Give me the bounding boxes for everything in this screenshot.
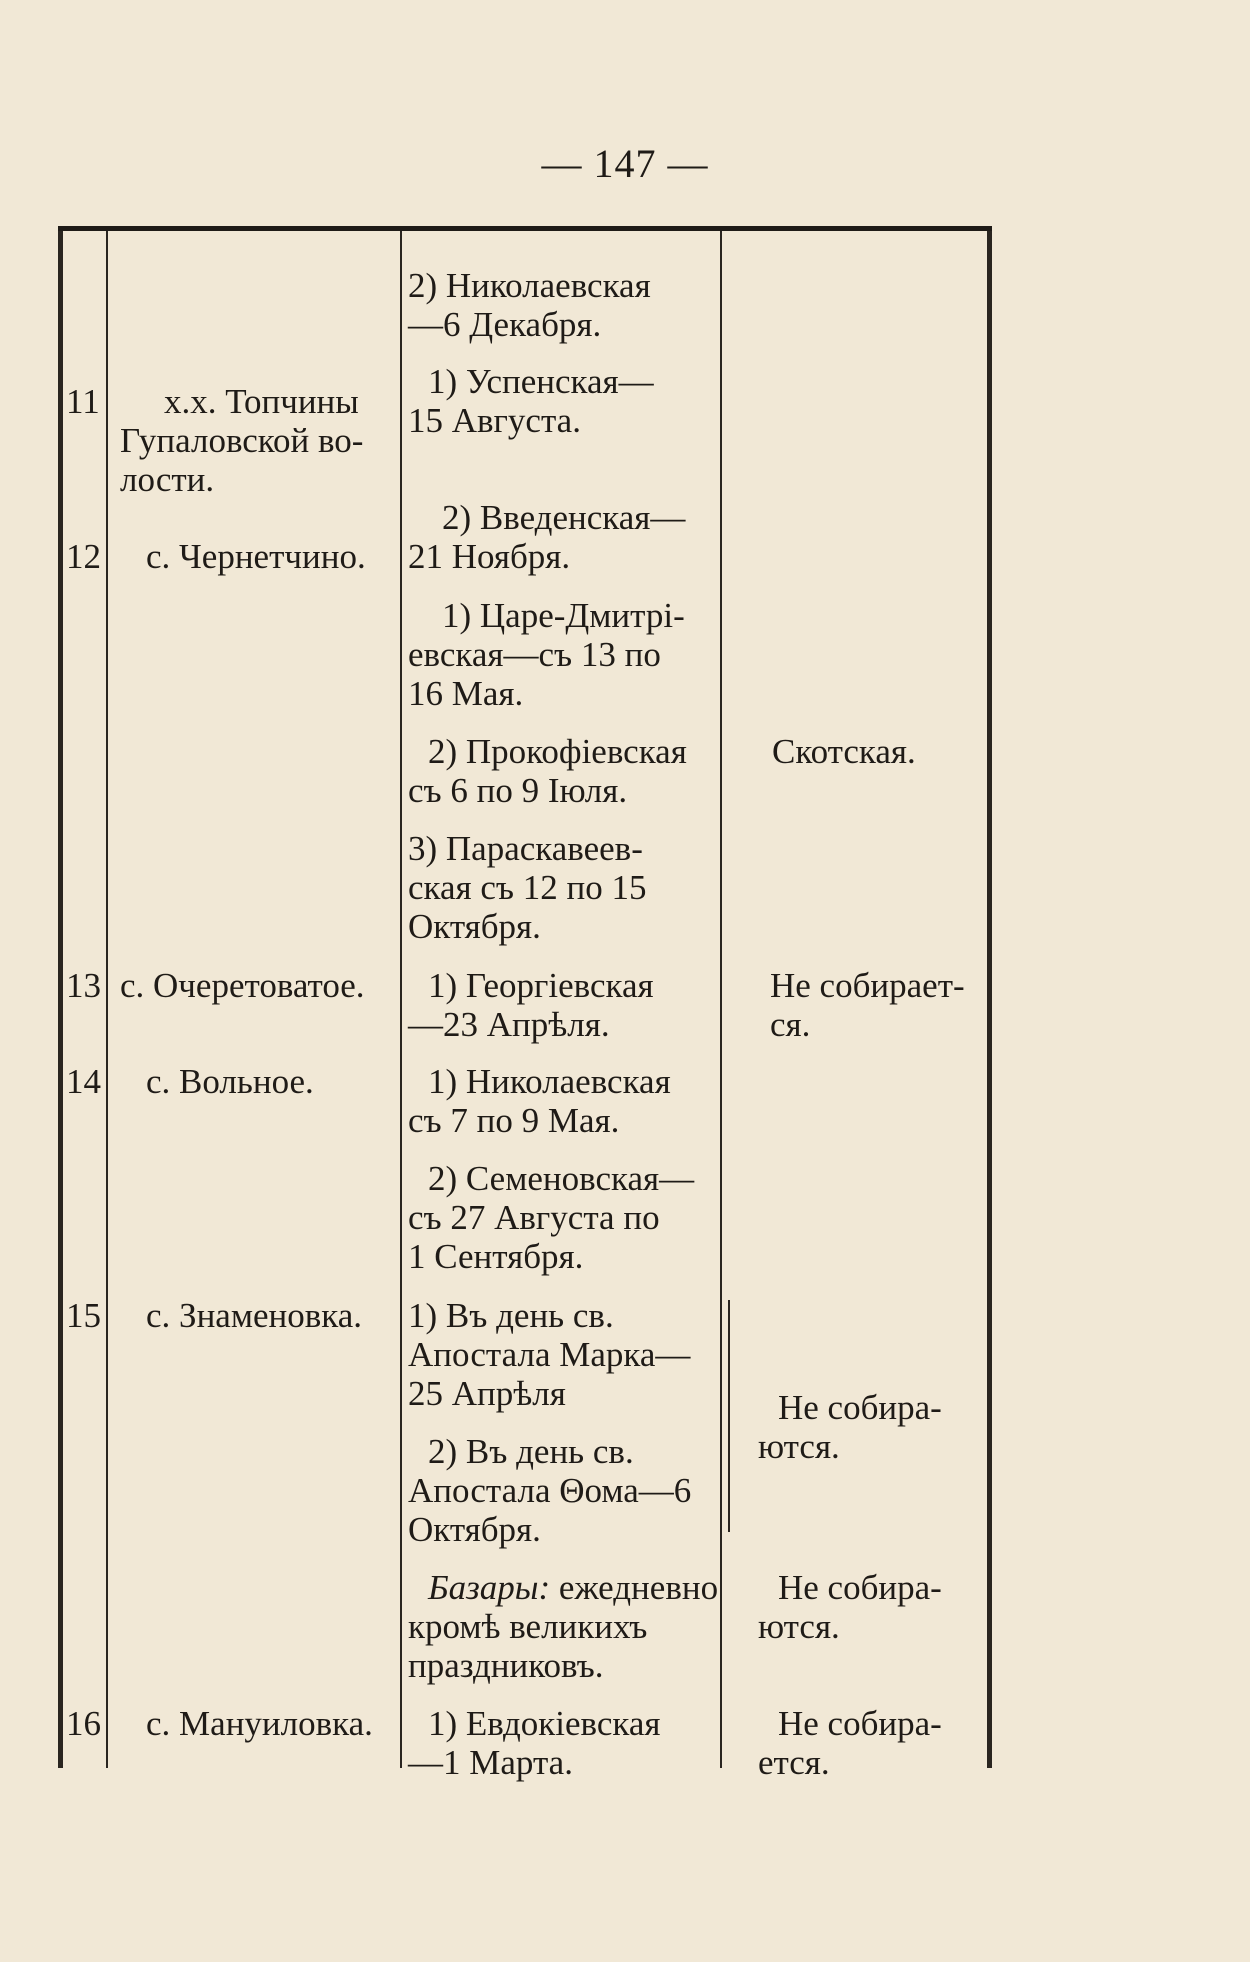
bazaar-label: Базары: — [428, 1568, 551, 1607]
place-line: с. Вольное. — [146, 1062, 314, 1101]
fair-line: —1 Марта. — [408, 1743, 573, 1782]
table-left-border — [58, 231, 63, 1768]
row-number: 13 — [66, 966, 101, 1005]
bazaar-line — [428, 1568, 758, 1607]
fair-line: 1) Георгіевская — [428, 966, 654, 1005]
place-line: Гупаловской во- — [120, 421, 364, 460]
fair-line: 1 Сентября. — [408, 1237, 584, 1276]
row-number: 15 — [66, 1296, 101, 1335]
row-number: 12 — [66, 537, 101, 576]
place-line: с. Знаменовка. — [146, 1296, 363, 1335]
fair-line: Октября. — [408, 907, 541, 946]
fair-line: съ 6 по 9 Іюля. — [408, 771, 628, 810]
fair-line: 1) Николаевская — [428, 1062, 671, 1101]
place-line: с. Мануиловка. — [146, 1704, 373, 1743]
cattle-line: ются. — [758, 1607, 840, 1646]
fair-line: Апостала Марка— — [408, 1335, 691, 1374]
fair-line: —6 Декабря. — [408, 305, 602, 344]
fair-line: съ 27 Августа по — [408, 1198, 660, 1237]
row-number: 14 — [66, 1062, 101, 1101]
cattle-line: Не собира- — [778, 1568, 942, 1607]
fair-line: 2) Въ день св. — [428, 1432, 634, 1471]
row-number: 16 — [66, 1704, 101, 1743]
bazaar-text: ежедневно — [558, 1568, 719, 1607]
fair-line: —23 Апрѣля. — [408, 1005, 610, 1044]
fair-line: 3) Параскавеев- — [408, 829, 643, 868]
fair-line: 2) Введенская— — [442, 498, 686, 537]
fairs-table — [58, 226, 992, 1782]
place-line: с. Чернетчино. — [146, 537, 366, 576]
cattle-line: ся. — [770, 1005, 811, 1044]
fair-line: 16 Мая. — [408, 674, 524, 713]
fair-line: праздниковъ. — [408, 1646, 604, 1685]
fair-line: 21 Ноября. — [408, 537, 571, 576]
table-top-rule — [58, 226, 992, 231]
place-line: с. Очеретоватое. — [120, 966, 365, 1005]
fair-line: 1) Царе-Дмитрі- — [442, 596, 685, 635]
cattle-line: Скотская. — [772, 732, 916, 771]
row-number: 11 — [66, 382, 100, 421]
cattle-line: Не собирает- — [770, 966, 965, 1005]
fair-line: 1) Въ день св. — [408, 1296, 614, 1335]
fair-line: ская съ 12 по 15 — [408, 868, 647, 907]
fair-line: 1) Успенская— — [428, 362, 654, 401]
fair-line: 1) Евдокіевская — [428, 1704, 661, 1743]
cattle-line: Не собира- — [778, 1704, 942, 1743]
page-number: — 147 — — [541, 141, 709, 186]
fair-line: 2) Семеновская— — [428, 1159, 695, 1198]
fair-line: евская—съ 13 по — [408, 635, 661, 674]
cattle-line: ется. — [758, 1743, 830, 1782]
fair-line: 2) Прокофіевская — [428, 732, 687, 771]
fair-line: 2) Николаевская — [408, 266, 651, 305]
fair-line: Апостала Θома—6 — [408, 1471, 692, 1510]
place-line: лости. — [120, 460, 215, 499]
fair-line: кромѣ великихъ — [408, 1607, 648, 1646]
place-line: х.х. Топчины — [164, 382, 359, 421]
cattle-line: Не собира- — [778, 1388, 942, 1427]
fair-line: 15 Августа. — [408, 401, 581, 440]
cattle-line: ются. — [758, 1427, 840, 1466]
fair-line: съ 7 по 9 Мая. — [408, 1101, 620, 1140]
fair-line: Октября. — [408, 1510, 541, 1549]
column-divider — [106, 231, 108, 1768]
fair-line: 25 Апрѣля — [408, 1374, 566, 1413]
